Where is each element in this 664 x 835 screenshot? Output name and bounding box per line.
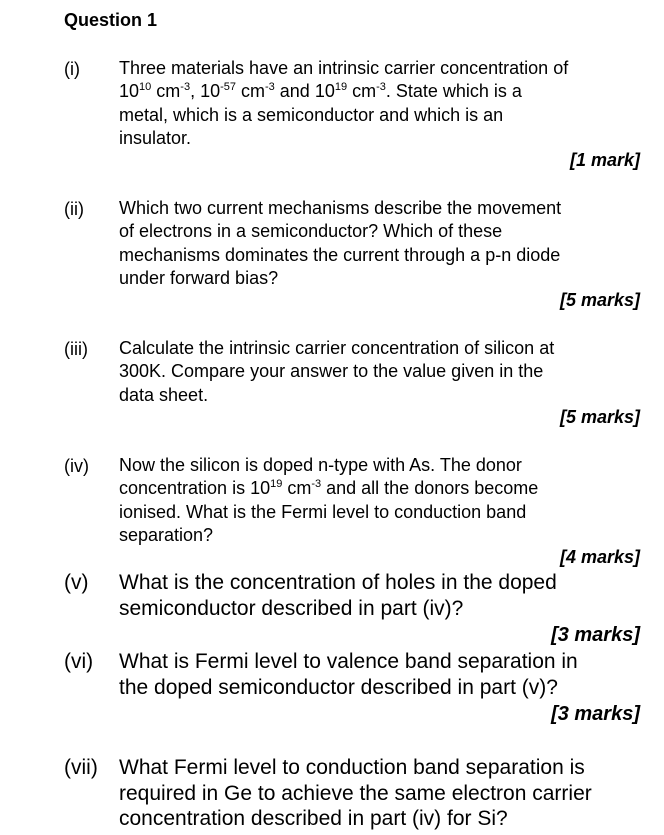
text-segment: under forward bias? bbox=[119, 267, 279, 288]
text-line bbox=[119, 806, 639, 832]
text-segment: concentration described in part (iv) for Si? bbox=[119, 807, 508, 830]
marks-label: [3 marks] bbox=[551, 624, 640, 646]
text-segment: 300K. Compare your answer to the value given in the bbox=[119, 361, 544, 382]
text-segment: mechanisms dominates the current through a p-n diode bbox=[119, 244, 561, 265]
text-segment: metal, which is a semiconductor and which is an bbox=[119, 104, 504, 125]
text-segment: concentration is 10 bbox=[119, 478, 271, 499]
part-number: (v) bbox=[64, 571, 89, 594]
text-segment: Now the silicon is doped n-type with As. The donor bbox=[119, 455, 522, 475]
text-line bbox=[119, 244, 639, 267]
question-text bbox=[119, 755, 639, 832]
part-number: (iv) bbox=[64, 456, 89, 476]
text-segment: Three materials have an intrinsic carrier concentration of bbox=[119, 58, 569, 78]
superscript: -3 bbox=[311, 478, 322, 491]
marks-label: [4 marks] bbox=[559, 547, 640, 567]
text-segment: , 10 bbox=[190, 81, 221, 102]
text-segment: What Fermi level to conduction band separation is bbox=[119, 756, 585, 779]
text-segment: cm bbox=[236, 81, 265, 102]
text-segment: cm bbox=[282, 478, 312, 499]
text-segment: insulator. bbox=[119, 127, 192, 148]
superscript: 19 bbox=[334, 81, 348, 94]
text-line bbox=[119, 570, 639, 596]
text-segment: What is Fermi level to valence band separation in bbox=[119, 650, 578, 673]
part-number: (vii) bbox=[64, 756, 98, 779]
superscript: 10 bbox=[139, 81, 152, 94]
text-line bbox=[119, 197, 639, 220]
text-line bbox=[119, 524, 639, 547]
text-segment: of electrons in a semiconductor? Which of these bbox=[119, 221, 503, 242]
part-number: (iii) bbox=[64, 339, 88, 359]
part-number: (vi) bbox=[64, 650, 94, 673]
superscript: -3 bbox=[265, 81, 275, 94]
superscript: -57 bbox=[220, 81, 236, 94]
text-segment: separation? bbox=[119, 524, 214, 545]
text-segment: 10 bbox=[119, 81, 140, 102]
text-line bbox=[119, 477, 639, 500]
text-line bbox=[119, 57, 639, 80]
question-title: Question 1 bbox=[64, 10, 158, 30]
text-line bbox=[119, 80, 639, 103]
question-text bbox=[119, 454, 639, 547]
text-segment: data sheet. bbox=[119, 384, 209, 405]
superscript: 19 bbox=[270, 478, 283, 491]
text-segment: Which two current mechanisms describe the movement bbox=[119, 198, 562, 218]
text-segment: required in Ge to achieve the same electron carrier bbox=[119, 781, 592, 805]
text-segment: the doped semiconductor described in part (v)? bbox=[119, 675, 558, 699]
text-line bbox=[119, 781, 639, 807]
text-line bbox=[119, 337, 639, 360]
question-text bbox=[119, 57, 639, 150]
superscript: -3 bbox=[376, 81, 386, 94]
text-line bbox=[119, 649, 639, 675]
text-line bbox=[119, 454, 639, 477]
marks-label: [3 marks] bbox=[551, 703, 640, 725]
text-line bbox=[119, 360, 639, 383]
text-line bbox=[119, 596, 639, 622]
text-segment: cm bbox=[347, 81, 377, 102]
text-segment: Calculate the intrinsic carrier concentration of silicon at bbox=[119, 338, 555, 358]
question-text bbox=[119, 337, 639, 407]
marks-label: [5 marks] bbox=[559, 407, 640, 427]
question-text bbox=[119, 649, 639, 700]
text-line bbox=[119, 501, 639, 524]
part-number: (i) bbox=[64, 59, 80, 79]
text-segment: and all the donors become bbox=[321, 478, 539, 499]
text-line bbox=[119, 384, 639, 407]
text-line bbox=[119, 220, 639, 243]
question-text bbox=[119, 197, 639, 290]
text-line bbox=[119, 755, 639, 781]
text-segment: ionised. What is the Fermi level to conduction band bbox=[119, 501, 527, 522]
text-segment: semiconductor described in part (iv)? bbox=[119, 596, 464, 620]
text-segment: and 10 bbox=[274, 81, 335, 102]
text-line bbox=[119, 267, 639, 290]
text-segment: cm bbox=[151, 81, 181, 102]
text-line bbox=[119, 127, 639, 150]
text-line bbox=[119, 104, 639, 127]
text-segment: What is the concentration of holes in the doped bbox=[119, 571, 557, 594]
text-line bbox=[119, 675, 639, 701]
question-text bbox=[119, 570, 639, 621]
part-number: (ii) bbox=[64, 199, 84, 219]
marks-label: [5 marks] bbox=[559, 290, 640, 310]
marks-label: [1 mark] bbox=[569, 150, 640, 170]
text-segment: . State which is a bbox=[385, 81, 522, 102]
superscript: -3 bbox=[180, 81, 191, 94]
